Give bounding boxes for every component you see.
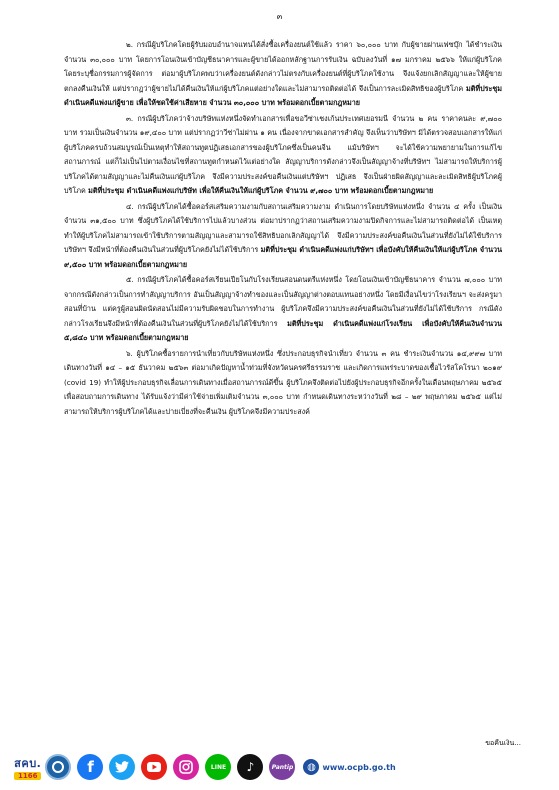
tiktok-icon[interactable]: ♪ (237, 754, 263, 780)
document-body (64, 38, 502, 419)
youtube-icon[interactable] (141, 754, 167, 780)
facebook-icon[interactable]: f (77, 754, 103, 780)
continue-marker: ขอคืนเงิน... (485, 739, 521, 747)
paragraph-text: ๕. กรณีผู้บริโภคได้ซื้อคอร์สเรียนเปียโนกับโรงเรียนสอนดนตรีแห่งหนึ่ง โดยโอนเงินเข้าบัญชีธนาคาร จำนวน ๗,๐๐๐ บาท จากกรณีดังกล่าวเป็นการทำสัญญาบริการ อันเป็นสัญญาจ้างทำของและเป็นสัญญาต่างตอบแทนอย่างหนึ่ง โดยมีเงื่อนไขว่าโรงเรียนฯ จะส่งครูมาสอนที่บ้าน แต่ครูผู้สอนผิดนัดสอนไม่มีความรับผิดชอบในการทำงาน ผู้บริโภคจึงมีความประสงค์ขอคืนเงินในส่วนที่ยังไม่ได้ใช้บริการ กรณีดังกล่าวโรงเรียนจึงมีหน้าที่ต้องคืนเงินในส่วนที่ผู้บริโภคยังไม่ได้ใช้บริการ (64, 275, 502, 328)
hotline-number: 1166 (14, 772, 41, 780)
paragraph-item-5 (64, 273, 502, 346)
footer-bar (14, 752, 545, 782)
resolution-text: มติที่ประชุม ดำเนินคดีแพ่งแก่บริษัท เพื่อให้คืนเงินให้แก่ผู้บริโภค จำนวน ๙,๗๐๐ บาท พร้อมดอกเบี้ยตามกฎหมาย (88, 186, 434, 195)
logo-text: สคบ. (14, 757, 42, 770)
pantip-icon[interactable]: Pantip (269, 754, 295, 780)
paragraph-item-6 (64, 347, 502, 420)
paragraph-item-4 (64, 200, 502, 273)
instagram-icon[interactable] (173, 754, 199, 780)
paragraph-text: ๔. กรณีผู้บริโภคได้ซื้อคอร์สเสริมความงามกับสถานเสริมความงาม ดำเนินการโดยบริษัทแห่งหนึ่ง จำนวน ๔ ครั้ง เป็นเงินจำนวน ๓๑,๕๐๐ บาท ซึ่งผู้บริโภคได้ใช้บริการไปแล้วบางส่วน ต่อมาปรากฏว่าสถานเสริมความงามปิดกิจการและไม่สามารถติดต่อได้ เป็นเหตุทำให้ผู้บริโภคไม่สามารถเข้าใช้บริการตามสัญญาและสามารถใช้สิทธิบอกเลิกสัญญาได้ จึงมีความประสงค์ขอคืนเงินในส่วนที่ยังไม่ได้ใช้บริการ บริษัทฯ จึงมีหน้าที่ต้องคืนเงินในส่วนที่ผู้บริโภคยังไม่ได้ใช้บริการ (64, 201, 502, 254)
ocpb-logo[interactable] (14, 754, 41, 780)
twitter-icon[interactable] (109, 754, 135, 780)
resolution-text: มติที่ประชุม ดำเนินคดีแพ่งแก่โรงเรียน เพื่อบังคับให้คืนเงินจำนวน ๕,๘๔๐ บาท พร้อมดอกเบี้ยตามกฎหมาย (64, 318, 502, 342)
website-url[interactable]: www.ocpb.go.th (322, 762, 396, 772)
paragraph-text: ๓. กรณีผู้บริโภคว่าจ้างบริษัทแห่งหนึ่งจัดทำเอกสารเพื่อขอวีซ่าเชงเก้นประเทศเยอรมนี จำนวน ๒ คน ราคาคนละ ๙,๗๐๐ บาท รวมเป็นเงินจำนวน ๑๙,๔๐๐ บาท แต่ปรากฏว่าวีซ่าไม่ผ่าน ๑ คน เนื่องจากขาดเอกสารสำคัญ จึงเห็นว่าบริษัทฯ มิได้ตรวจสอบเอกสารให้แก่ผู้บริโภคครบถ้วนสมบูรณ์เป็นเหตุทำให้สถานทูตปฏิเสธเอกสารของผู้บริโภคซึ่งเป็นคนจีน แม้บริษัทฯ จะได้ใช้ความพยายามในการแก้ไขสถานการณ์ แต่ก็ไม่เป็นไปตามเงื่อนไขที่สถานทูตกำหนดไว้แต่อย่างใด สัญญาบริการดังกล่าวจึงเป็นสัญญาจ้างที่บริษัทฯ ไม่สามารถให้บริการผู้บริโภคได้ตามสัญญาและไม่คืนเงินแก่ผู้บริโภค จึงมีความประสงค์ขอคืนเงินแต่บริษัทฯ ปฏิเสธ จึงเป็นฝ่ายผิดสัญญาและละเมิดสิทธิผู้บริโภคผู้บริโภค (64, 113, 502, 195)
resolution-text: มติที่ประชุม ดำเนินคดีแพ่งแก่บริษัทฯ เพื่อบังคับให้คืนเงินให้แก่ผู้บริโภค จำนวน ๙,๕๐๐ บาท พร้อมดอกเบี้ยตามกฎหมาย (64, 245, 503, 269)
paragraph-item-3 (64, 112, 502, 199)
paragraph-item-2 (64, 38, 502, 111)
ocpb-seal-icon (45, 754, 71, 780)
paragraph-text: ๒. กรณีผู้บริโภคโดยผู้รับมอบอำนาจแทนได้สั่งซื้อเครื่องยนต์ใช้แล้ว ราคา ๖๐,๐๐๐ บาท กับผู้ขายผ่านเฟซบุ๊ก ได้ชำระเงิน จำนวน ๓๐,๐๐๐ บาท โดยการโอนเงินเข้าบัญชีธนาคารและผู้ขายได้ออกหลักฐานการรับเงิน ฉบับลงวันที่ ๑๗ มกราคม ๒๕๖๖ ให้แก่ผู้บริโภค โดยระบุชื่อกรรมการผู้จัดการ ต่อมาผู้บริโภคพบว่าเครื่องยนต์ดังกล่าวไม่ตรงกับเครื่องยนต์ที่ผู้บริโภคใช้งาน จึงแจ้งยกเลิกสัญญาและให้ผู้ขายตกลงคืนเงินให้ แต่ปรากฏว่าผู้ขายไม่ได้คืนเงินให้แก่ผู้บริโภคแต่อย่างใดและไม่สามารถติดต่อได้ จึงเป็นการละเมิดสิทธิของผู้บริโภค (64, 40, 502, 93)
website-link[interactable] (303, 759, 395, 775)
line-icon[interactable]: LINE (205, 754, 231, 780)
globe-icon: ◍ (303, 759, 319, 775)
paragraph-text: ๖. ผู้บริโภคซื้อรายการนำเที่ยวกับบริษัทแห่งหนึ่ง ซึ่งประกอบธุรกิจนำเที่ยว จำนวน ๓ คน ชำระเงินจำนวน ๑๔,๙๙๗ บาท เดินทางวันที่ ๑๔ – ๑๕ ธันวาคม ๒๕๖๓ ต่อมาเกิดปัญหาน้ำท่วมที่จังหวัดนครศรีธรรมราช และเกิดการแพร่ระบาดของเชื้อไวรัสโคโรนา ๒๐๑๙ (covid 19) ทำให้ผู้ประกอบธุรกิจเลื่อนการเดินทางเมื่อสถานการณ์ดีขึ้น ผู้บริโภคจึงติดต่อไปยังผู้ประกอบธุรกิจอีกครั้งในเดือนพฤษภาคม ๒๕๖๕ เพื่อสอบถามการเดินทาง ได้รับแจ้งว่ามีค่าใช้จ่ายเพิ่มเติมจำนวน ๓,๐๐๐ บาท กำหนดเดินทางระหว่างวันที่ ๒๘ – ๒๙ พฤษภาคม ๒๕๖๕ แต่ไม่สามารถให้บริการผู้บริโภคได้และบ่ายเบี่ยงที่จะคืนเงิน ผู้บริโภคจึงมีความประสงค์ (64, 348, 502, 416)
page-number: ๓ (276, 12, 283, 21)
resolution-text: มติที่ประชุม ดำเนินคดีแพ่งแก่ผู้ขาย เพื่อให้ชดใช้ค่าเสียหาย จำนวน ๓๐,๐๐๐ บาท พร้อมดอกเบี้ยตามกฎหมาย (64, 83, 502, 107)
